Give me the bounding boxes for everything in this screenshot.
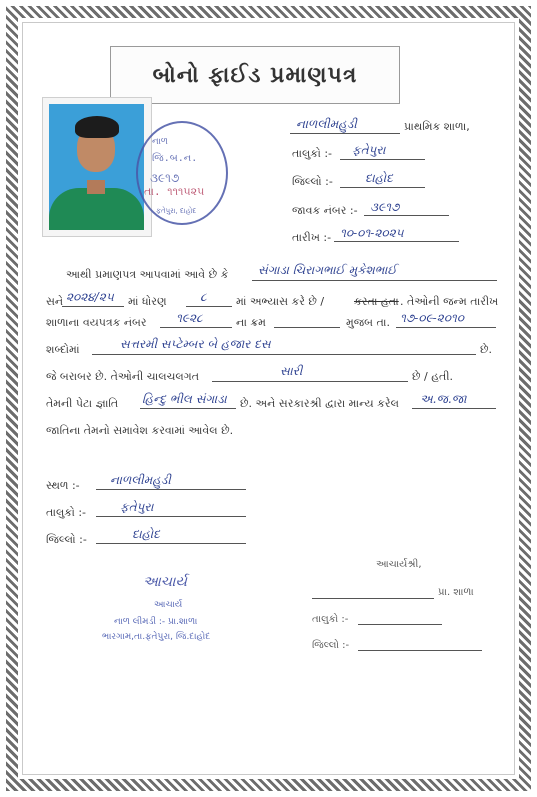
register-number-value: ૧૯૨૮ [176,311,203,325]
jillo-value: દાહોદ [365,171,393,185]
certificate-title: બોનો ફાઈડ પ્રમાણપત્ર [152,62,358,88]
standard-value: ૮ [200,290,207,304]
school-suffix: પ્રાથમિક શાળા, [404,120,470,133]
place-jillo-value: દાહોદ [132,527,160,541]
jillo-label: જિલ્લો :- [292,175,333,188]
birth-date-words-value: સત્તરમી સપ્ટેમ્બર બે હજાર દસ [120,337,271,351]
taluko-label: તાલુકો :- [292,147,332,160]
title-box [110,46,400,104]
birth-date-value: ૧૭-૦૯-૨૦૧૦ [400,311,465,325]
place-taluko-value: ફતેપુરા [120,500,154,514]
taluko-value: ફતેપુરા [352,143,386,157]
date-label: તારીખ :- [292,231,332,244]
date-value: ૧૦-૦૧-૨૦૨૫ [340,226,404,240]
acharya-label: આચાર્યશ્રી, [376,559,422,570]
school-name-value: નાળલીમહુડી [296,117,357,131]
principal-stamp-address: ભારગામ,તા.ફતેપુરા, જિ.દાહોદ [102,632,211,642]
place-value: નાળલીમહુડી [110,473,171,487]
principal-signature: આચાર્ય [143,574,187,590]
student-name-value: સંગાડા ચિરાગભાઈ મુકેશભાઈ [258,263,397,277]
javak-label: જાવક નંબર :- [292,204,358,217]
category-value: અ.જ.જા [420,392,467,406]
year-value: ૨૦૨૪/૨૫ [66,290,114,304]
principal-stamp-line: નાળ લીમડી :- પ્રા.શાળા [114,617,198,627]
conduct-value: સારી [280,364,303,378]
sub-caste-value: હિન્દુ ભીલ સંગાડા [142,392,227,406]
javak-value: ૩૯૧૭ [370,200,400,214]
round-school-stamp: નાળ જિ.બ.ન. ૩૯૧૭ તા. ૧૧૧૫૨૫ ફતેપુરા, દાહોદ [136,121,228,225]
